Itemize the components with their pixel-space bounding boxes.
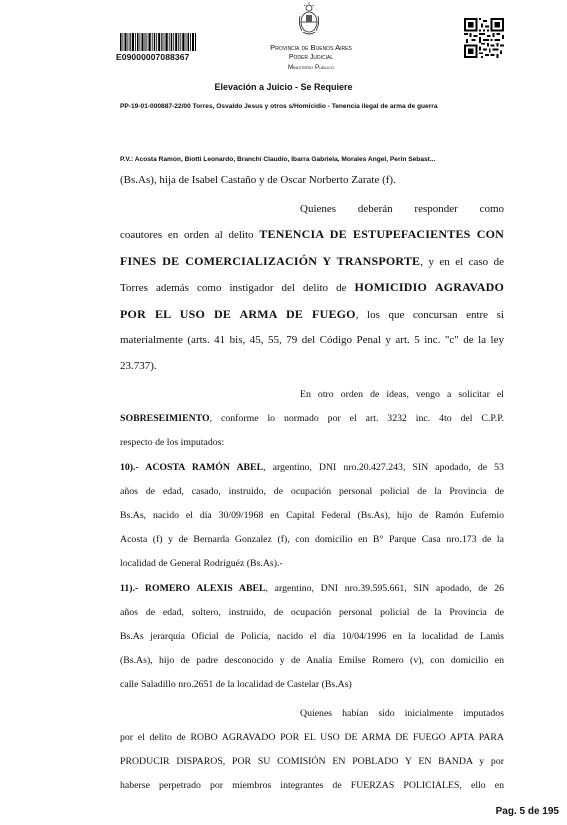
body-text: años de edad, soltero, instruido, de ocupación personal policial de la Provincia de	[120, 606, 504, 618]
document-body	[120, 168, 504, 798]
body-text-bold: FINES DE COMERCIALIZACIÓN Y TRANSPORTE	[120, 253, 421, 268]
body-paragraph	[120, 168, 504, 194]
item-name: ROMERO ALEXIS ABEL	[144, 582, 266, 594]
body-text: años de edad, casado, instruido, de ocupación personal policial de la Provincia de	[120, 485, 504, 497]
barcode-icon	[120, 33, 196, 51]
body-text: , argentino, DNI nro.20.427.243, SIN apodado, de 53	[263, 461, 504, 473]
body-text: , argentino, DNI nro.39.595.661, SIN apodado, de 26	[265, 582, 504, 594]
body-text: Quienes deberán responder como	[300, 202, 504, 215]
body-paragraph	[120, 197, 504, 223]
institution-line-1: Provincia de Buenos Aires	[270, 43, 352, 52]
qr-code-icon	[464, 18, 504, 58]
body-text: haberse perpetrado por miembros integrantes de FUERZAS POLICIALES, ello en	[120, 780, 504, 792]
body-line	[120, 354, 504, 380]
body-line	[120, 625, 504, 649]
body-line	[120, 431, 504, 455]
body-text-bold: SOBRESEIMIENTO	[120, 413, 210, 425]
body-text: PRODUCIR DISPAROS, POR SU COMISIÓN EN POBLADO Y EN BANDA y por	[120, 756, 504, 768]
item-name: ACOSTA RAMÓN ABEL	[145, 461, 264, 473]
body-line	[120, 407, 504, 431]
body-line	[120, 726, 504, 750]
body-text: , y en el caso de	[420, 255, 504, 268]
barcode-id: E09000007088367	[116, 52, 190, 62]
body-line	[120, 649, 504, 673]
body-text: respecto de los imputados:	[120, 437, 225, 449]
coat-of-arms-icon	[297, 2, 321, 36]
body-text-bold: POR EL USO DE ARMA DE FUEGO	[120, 306, 356, 321]
body-text-bold: TENENCIA DE ESTUPEFACIENTES CON	[259, 227, 504, 241]
body-text: (Bs.As), hijo de padre desconocido y de Analía Emilse Romero (v), con domicilio en	[120, 655, 504, 667]
body-line	[120, 601, 504, 625]
body-paragraph	[120, 383, 504, 407]
body-text: Bs.As, nacido el día 30/09/1968 en Capital Federal (Bs.As), hijo de Ramón Eufemio	[120, 510, 504, 522]
body-text-bold: HOMICIDIO AGRAVADO	[354, 280, 505, 294]
body-line	[120, 528, 504, 552]
body-line	[120, 480, 504, 504]
body-paragraph	[120, 702, 504, 726]
item-number: 11).-	[120, 582, 145, 594]
body-line	[120, 275, 504, 302]
body-line	[120, 552, 504, 576]
body-text: , conforme lo normado por el art. 3232 inc. 4to del C.P.P.	[209, 413, 504, 425]
body-text: localidad de General Rodriguéz (Bs.As).-	[120, 558, 283, 570]
body-line	[120, 302, 504, 329]
body-line	[120, 673, 504, 697]
body-text: En otro orden de ideas, vengo a solicitar el	[300, 389, 504, 400]
body-text: calle Saladillo nro.2651 de la localidad de Castelar (Bs.As)	[120, 679, 352, 691]
body-text: , los que concursan entre si	[355, 308, 504, 321]
body-text: (Bs.As), hija de Isabel Castaño y de Oscar Norberto Zarate (f).	[120, 174, 396, 186]
body-text: 23.737).	[120, 359, 157, 372]
institution-line-2: Poder Judicial	[288, 54, 334, 61]
pv-line: P.V.: Acosta Ramon, Biotti Leonardo, Branchi Claudio, Ibarra Gabriela, Morales Angel, Perin Sebast...	[120, 156, 436, 163]
body-text: materialmente (arts. 41 bis, 45, 55, 79 del Código Penal y art. 5 inc. "c" de la ley	[120, 334, 504, 346]
body-line	[120, 222, 504, 249]
document-title: Elevación a Juicio - Se Requiere	[214, 82, 353, 92]
case-line: PP-19-01-000887-22/00 Torres, Osvaldo Jesus y otros s/Homicidio - Tenencia ilegal de arma de guerra	[120, 103, 438, 110]
body-text: Quienes habían sido inicialmente imputados	[300, 707, 504, 719]
body-text: por el delito de ROBO AGRAVADO POR EL USO DE ARMA DE FUEGO APTA PARA	[120, 731, 504, 743]
body-text: Torres además como instigador del delito de	[120, 282, 355, 294]
list-item	[120, 577, 504, 601]
institution-line-3: Ministerio Público	[287, 64, 335, 71]
body-line	[120, 328, 504, 354]
page-number: Pag. 5 de 195	[495, 806, 559, 817]
body-text: coautores en orden al delito	[120, 229, 260, 241]
body-line	[120, 750, 504, 774]
item-number: 10).-	[120, 461, 146, 473]
list-item	[120, 456, 504, 480]
body-text: Acosta (f) y de Bernarda Gonzalez (f), con domicilio en B° Parque Casa nro.173 de la	[120, 534, 504, 546]
body-line	[120, 774, 504, 798]
body-line	[120, 504, 504, 528]
body-text: Bs.As jerarquía Oficial de Policía, nacido el día 10/04/1996 en la localidad de Lanús	[120, 631, 504, 643]
body-line	[120, 249, 504, 276]
